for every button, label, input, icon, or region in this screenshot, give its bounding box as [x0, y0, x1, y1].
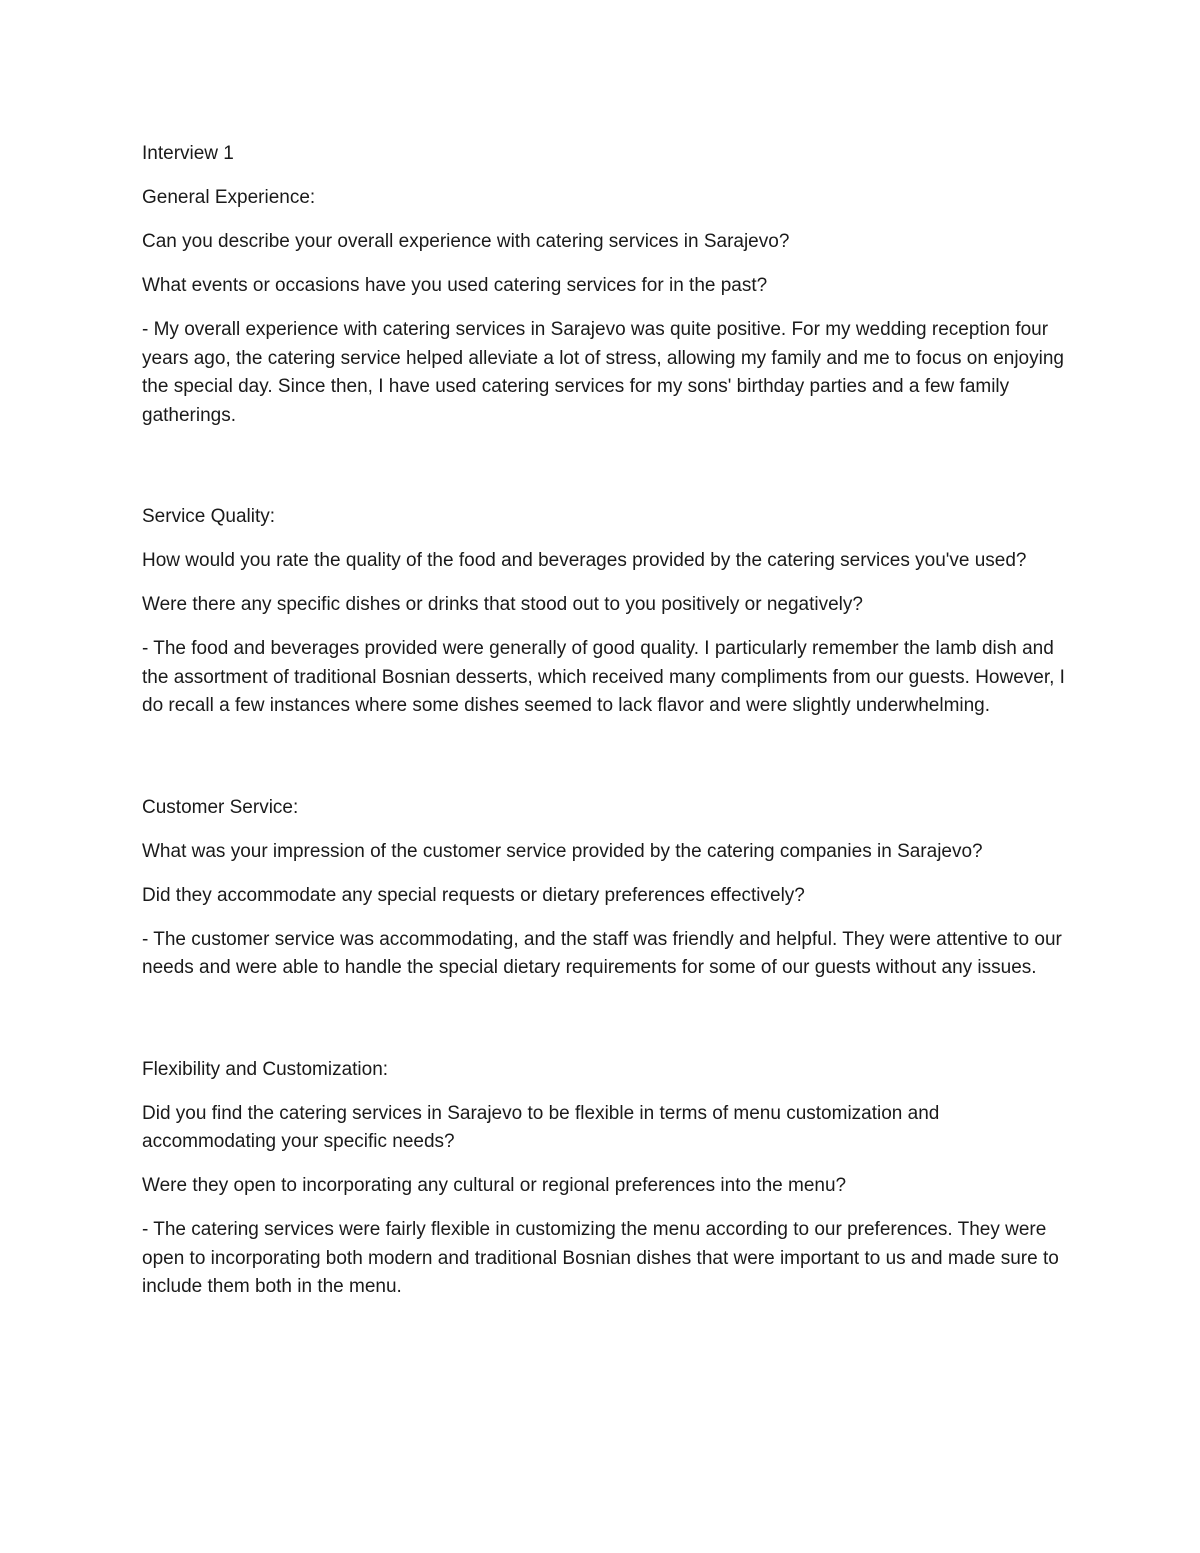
- question: Did they accommodate any special requests or dietary preferences effectively?: [142, 884, 805, 906]
- question: Can you describe your overall experience with catering services in Sarajevo?: [142, 231, 790, 252]
- question: How would you rate the quality of the food and beverages provided by the catering services you've used?: [142, 550, 1027, 571]
- answer: - The food and beverages provided were generally of good quality. I particularly remember the lamb dish and the assortment of traditional Bosnian desserts, which received many compliments from our guests. However, I do recall a few instances where some dishes seemed to lack flavor and were slightly underwhelming.: [142, 638, 1065, 716]
- blank-line: [142, 721, 1072, 794]
- answer: - The customer service was accommodating, and the staff was friendly and helpful. They were attentive to our needs and were able to handle the special dietary requirements for some of our guests without any issues.: [142, 928, 1062, 978]
- answer: - My overall experience with catering services in Sarajevo was quite positive. For my wedding reception four years ago, the catering service helped alleviate a lot of stress, allowing my family and me to focus on enjoying the special day. Since then, I have used catering services for my sons' birthday parties and a few family gatherings.: [142, 319, 1064, 426]
- section-service-quality: [142, 503, 1072, 721]
- answer: - The catering services were fairly flexible in customizing the menu according to our preferences. They were open to incorporating both modern and traditional Bosnian dishes that were important to us and made sure to include them both in the menu.: [142, 1219, 1059, 1297]
- section-heading: Service Quality:: [142, 506, 276, 527]
- question: Were they open to incorporating any cultural or regional preferences into the menu?: [142, 1175, 847, 1196]
- section-heading: Flexibility and Customization:: [142, 1058, 389, 1080]
- question: What was your impression of the customer service provided by the catering companies in Sarajevo?: [142, 840, 983, 862]
- section-heading: Customer Service:: [142, 796, 299, 818]
- blank-line: [142, 430, 1072, 503]
- section-customer-service: [142, 794, 1072, 983]
- document-body: [142, 140, 1072, 1302]
- section-heading: General Experience:: [142, 187, 316, 208]
- question: Did you find the catering services in Sarajevo to be flexible in terms of menu customization and accommodating your specific needs?: [142, 1102, 940, 1152]
- question: Were there any specific dishes or drinks that stood out to you positively or negatively?: [142, 594, 863, 615]
- section-general-experience: [142, 184, 1072, 430]
- document-title: Interview 1: [142, 143, 234, 164]
- section-flexibility-customization: [142, 1056, 1072, 1302]
- question: What events or occasions have you used catering services for in the past?: [142, 275, 768, 296]
- blank-line: [142, 983, 1072, 1056]
